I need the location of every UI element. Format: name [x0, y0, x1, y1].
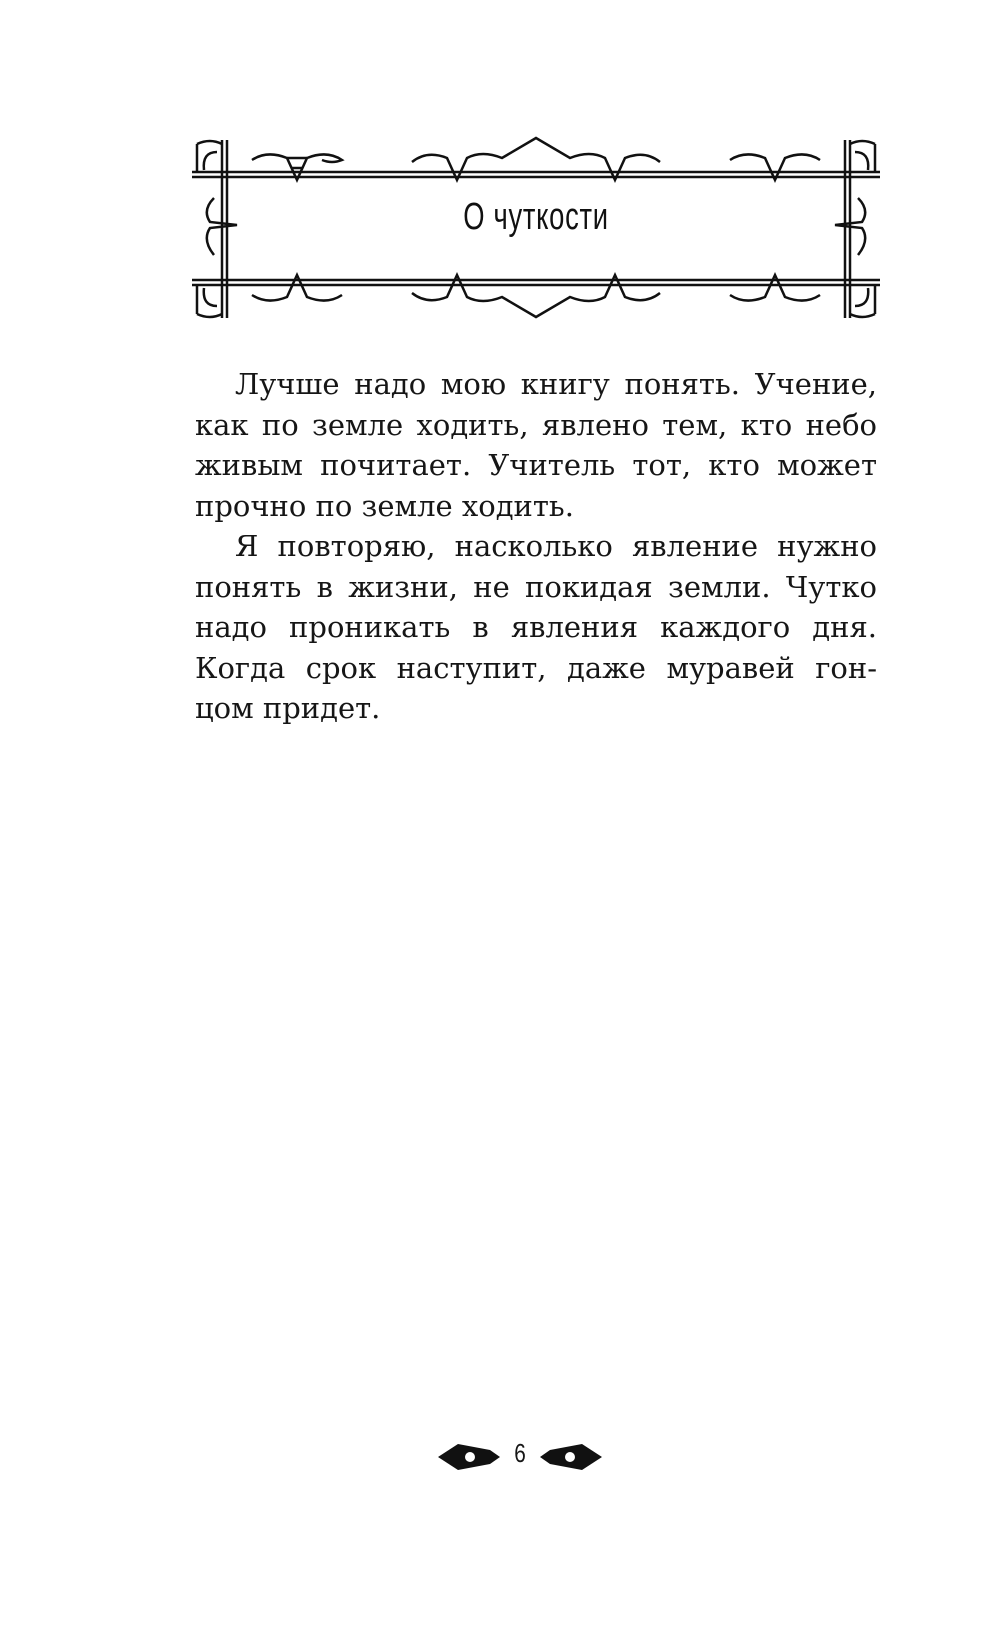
text-line: понять в жизни, не покидая земли. Чутко	[195, 569, 877, 604]
text-line: Я повторяю, насколько явление нужно	[235, 529, 877, 563]
chapter-body	[195, 364, 877, 729]
paragraph-2	[195, 526, 877, 729]
text-line: Лучше надо мою книгу понять. Учение,	[235, 367, 877, 401]
text-line: цом придет.	[195, 691, 381, 725]
text-line: прочно по земле ходить.	[195, 488, 574, 523]
text-line: надо проникать в явления каждого дня.	[195, 610, 877, 644]
text-line: живым почитает. Учитель тот, кто может	[195, 448, 877, 482]
page-number: 6	[514, 1438, 526, 1468]
page-footer	[430, 1432, 610, 1482]
text-line: как по земле ходить, явлено тем, кто небо	[195, 407, 877, 442]
paragraph-1	[195, 364, 877, 526]
chapter-title: О чуткости	[463, 196, 609, 238]
text-line: Когда срок наступит, даже муравей гон-	[195, 650, 877, 685]
